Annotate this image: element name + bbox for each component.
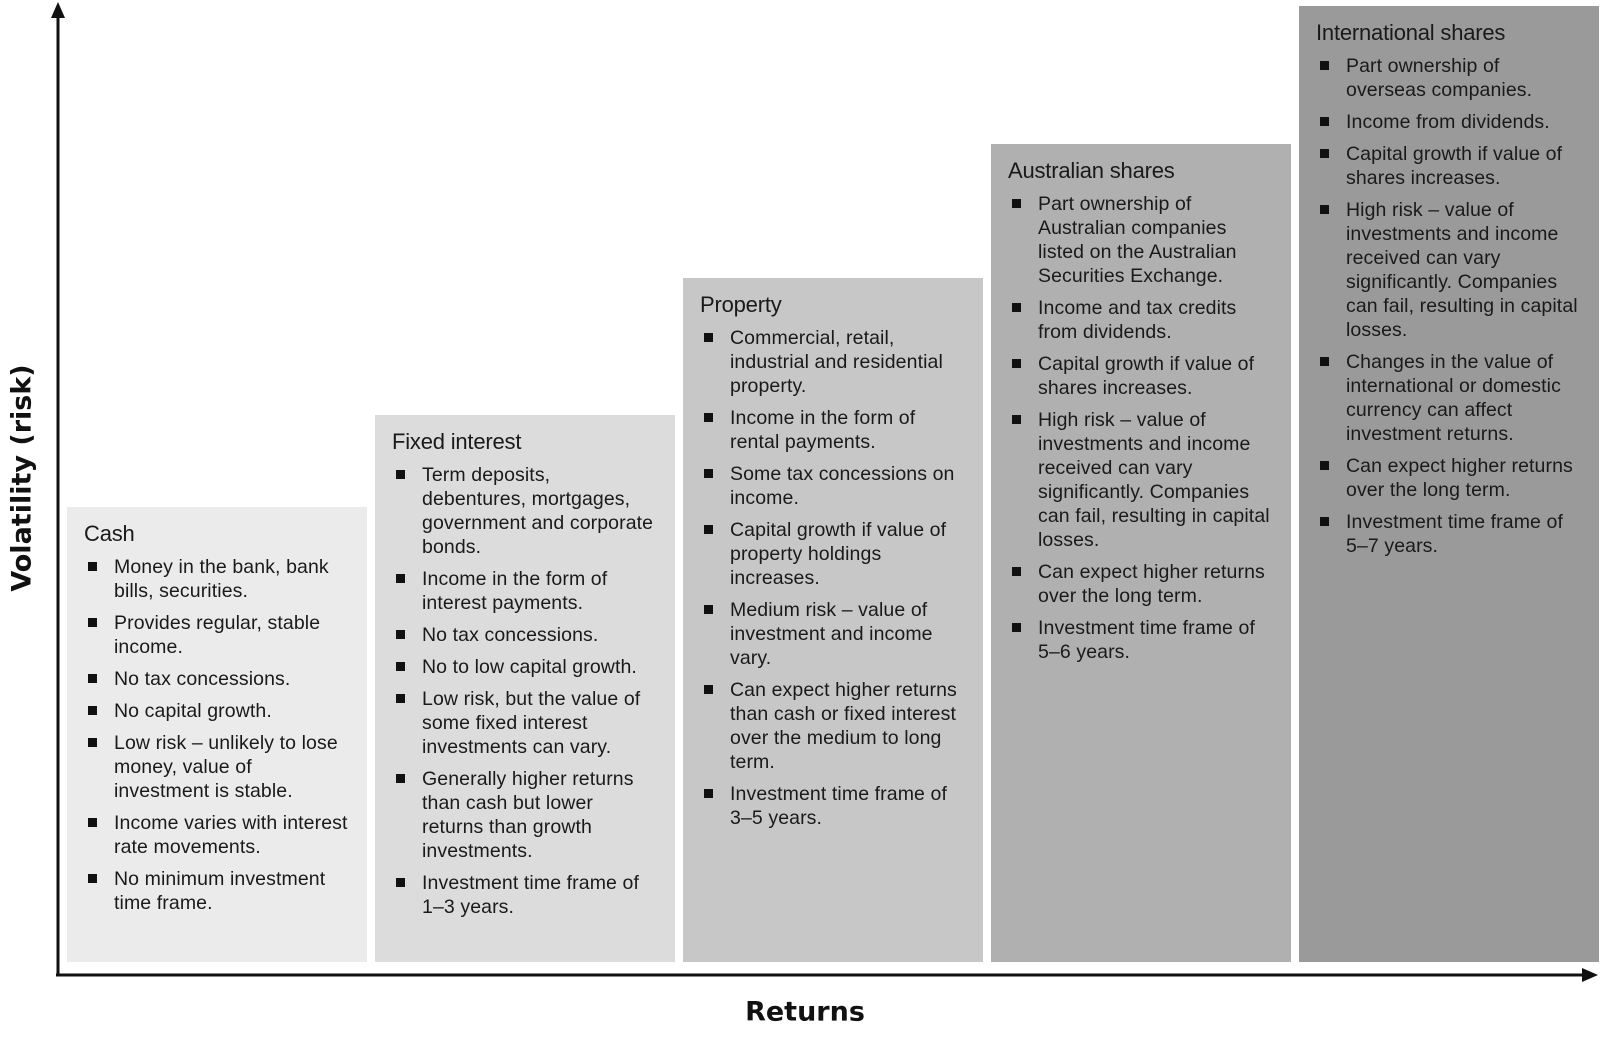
square-bullet-icon xyxy=(1320,205,1329,214)
square-bullet-icon xyxy=(396,574,405,583)
list-item xyxy=(392,655,659,679)
list-item-text: High risk – value of investments and income received can vary significantly. Companies can fail, resulting in capital losses. xyxy=(1346,199,1578,341)
square-bullet-icon xyxy=(396,470,405,479)
y-axis-label: Volatility (risk) xyxy=(6,364,38,592)
column-australian-shares xyxy=(991,144,1291,962)
column-title: Property xyxy=(700,292,782,317)
square-bullet-icon xyxy=(396,694,405,703)
square-bullet-icon xyxy=(1012,623,1021,632)
list-item xyxy=(1008,352,1275,400)
list-item-text: Can expect higher returns over the long term. xyxy=(1038,561,1265,607)
square-bullet-icon xyxy=(396,630,405,639)
square-bullet-icon xyxy=(1012,415,1021,424)
item-list xyxy=(84,555,351,915)
item-list xyxy=(1316,54,1583,558)
column-international-shares xyxy=(1299,6,1599,962)
square-bullet-icon xyxy=(88,618,97,627)
list-item xyxy=(392,871,659,919)
list-item-text: Can expect higher returns over the long term. xyxy=(1346,455,1573,501)
list-item xyxy=(1316,142,1583,190)
list-item-text: Some tax concessions on income. xyxy=(730,463,955,509)
square-bullet-icon xyxy=(1320,61,1329,70)
square-bullet-icon xyxy=(704,525,713,534)
list-item xyxy=(1316,510,1583,558)
square-bullet-icon xyxy=(704,685,713,694)
list-item-text: Generally higher returns than cash but lower returns than growth investments. xyxy=(422,768,634,862)
list-item xyxy=(84,667,351,691)
square-bullet-icon xyxy=(88,562,97,571)
list-item xyxy=(700,406,967,454)
list-item-text: Investment time frame of 1–3 years. xyxy=(422,872,639,918)
list-item xyxy=(84,555,351,603)
column-fixed-interest xyxy=(375,415,675,962)
list-item-text: Changes in the value of international or domestic currency can affect investment returns. xyxy=(1346,351,1561,445)
square-bullet-icon xyxy=(88,706,97,715)
list-item xyxy=(392,463,659,559)
square-bullet-icon xyxy=(704,789,713,798)
column-cash xyxy=(67,507,367,962)
list-item xyxy=(700,598,967,670)
square-bullet-icon xyxy=(1320,461,1329,470)
list-item xyxy=(1316,350,1583,446)
square-bullet-icon xyxy=(1320,357,1329,366)
list-item-text: Money in the bank, bank bills, securities. xyxy=(114,556,329,602)
list-item-text: No capital growth. xyxy=(114,700,272,722)
list-item-text: No minimum investment time frame. xyxy=(114,868,326,914)
square-bullet-icon xyxy=(1012,199,1021,208)
list-item xyxy=(700,678,967,774)
list-item xyxy=(1316,198,1583,342)
list-item-text: Income varies with interest rate movements. xyxy=(114,812,348,858)
item-list xyxy=(700,326,967,830)
square-bullet-icon xyxy=(1012,359,1021,368)
list-item xyxy=(84,699,351,723)
list-item-text: Medium risk – value of investment and income vary. xyxy=(730,599,933,669)
list-item-text: Part ownership of Australian companies listed on the Australian Securities Exchange. xyxy=(1038,193,1237,287)
square-bullet-icon xyxy=(88,818,97,827)
square-bullet-icon xyxy=(704,469,713,478)
square-bullet-icon xyxy=(396,878,405,887)
square-bullet-icon xyxy=(1320,117,1329,126)
list-item xyxy=(1008,296,1275,344)
square-bullet-icon xyxy=(88,738,97,747)
list-item xyxy=(700,462,967,510)
list-item xyxy=(700,326,967,398)
list-item xyxy=(392,687,659,759)
square-bullet-icon xyxy=(1320,517,1329,526)
list-item-text: Capital growth if value of shares increases. xyxy=(1038,353,1255,399)
list-item-text: Commercial, retail, industrial and residential property. xyxy=(730,327,943,397)
list-item xyxy=(700,518,967,590)
square-bullet-icon xyxy=(704,605,713,614)
list-item xyxy=(1008,560,1275,608)
square-bullet-icon xyxy=(1012,303,1021,312)
list-item-text: Provides regular, stable income. xyxy=(114,612,321,658)
list-item-text: Low risk, but the value of some fixed interest investments can vary. xyxy=(422,688,641,758)
list-item xyxy=(84,611,351,659)
list-item xyxy=(84,811,351,859)
list-item-text: Income in the form of interest payments. xyxy=(422,568,608,614)
list-item xyxy=(700,782,967,830)
list-item xyxy=(84,867,351,915)
square-bullet-icon xyxy=(1320,149,1329,158)
column-title: International shares xyxy=(1316,20,1506,45)
list-item-text: Capital growth if value of shares increases. xyxy=(1346,143,1563,189)
square-bullet-icon xyxy=(396,774,405,783)
list-item-text: Part ownership of overseas companies. xyxy=(1346,55,1533,101)
list-item-text: No to low capital growth. xyxy=(422,656,637,678)
x-axis-arrowhead xyxy=(1582,968,1598,982)
square-bullet-icon xyxy=(704,413,713,422)
column-title: Fixed interest xyxy=(392,429,522,454)
column-title: Australian shares xyxy=(1008,158,1175,183)
square-bullet-icon xyxy=(396,662,405,671)
list-item-text: Can expect higher returns than cash or fixed interest over the medium to long term. xyxy=(730,679,957,773)
square-bullet-icon xyxy=(704,333,713,342)
list-item xyxy=(1008,192,1275,288)
square-bullet-icon xyxy=(88,874,97,883)
y-axis-arrowhead xyxy=(51,2,65,18)
list-item-text: Investment time frame of 3–5 years. xyxy=(730,783,947,829)
list-item-text: High risk – value of investments and income received can vary significantly. Companies can fail, resulting in capital losses. xyxy=(1038,409,1270,551)
list-item-text: Investment time frame of 5–6 years. xyxy=(1038,617,1255,663)
list-item xyxy=(392,767,659,863)
list-item-text: No tax concessions. xyxy=(422,624,599,646)
square-bullet-icon xyxy=(88,674,97,683)
list-item xyxy=(1008,616,1275,664)
list-item xyxy=(1316,54,1583,102)
item-list xyxy=(1008,192,1275,664)
list-item-text: Income in the form of rental payments. xyxy=(730,407,916,453)
list-item-text: No tax concessions. xyxy=(114,668,291,690)
list-item-text: Capital growth if value of property holdings increases. xyxy=(730,519,947,589)
square-bullet-icon xyxy=(1012,567,1021,576)
item-list xyxy=(392,463,659,919)
list-item xyxy=(84,731,351,803)
list-item xyxy=(392,623,659,647)
list-item-text: Term deposits, debentures, mortgages, government and corporate bonds. xyxy=(422,464,654,558)
list-item xyxy=(1008,408,1275,552)
list-item-text: Investment time frame of 5–7 years. xyxy=(1346,511,1563,557)
column-property xyxy=(683,278,983,962)
list-item-text: Income and tax credits from dividends. xyxy=(1038,297,1237,343)
column-title: Cash xyxy=(84,521,135,546)
list-item xyxy=(392,567,659,615)
list-item-text: Low risk – unlikely to lose money, value of investment is stable. xyxy=(114,732,338,802)
list-item xyxy=(1316,110,1583,134)
list-item xyxy=(1316,454,1583,502)
list-item-text: Income from dividends. xyxy=(1346,111,1550,133)
x-axis-label: Returns xyxy=(745,996,865,1028)
